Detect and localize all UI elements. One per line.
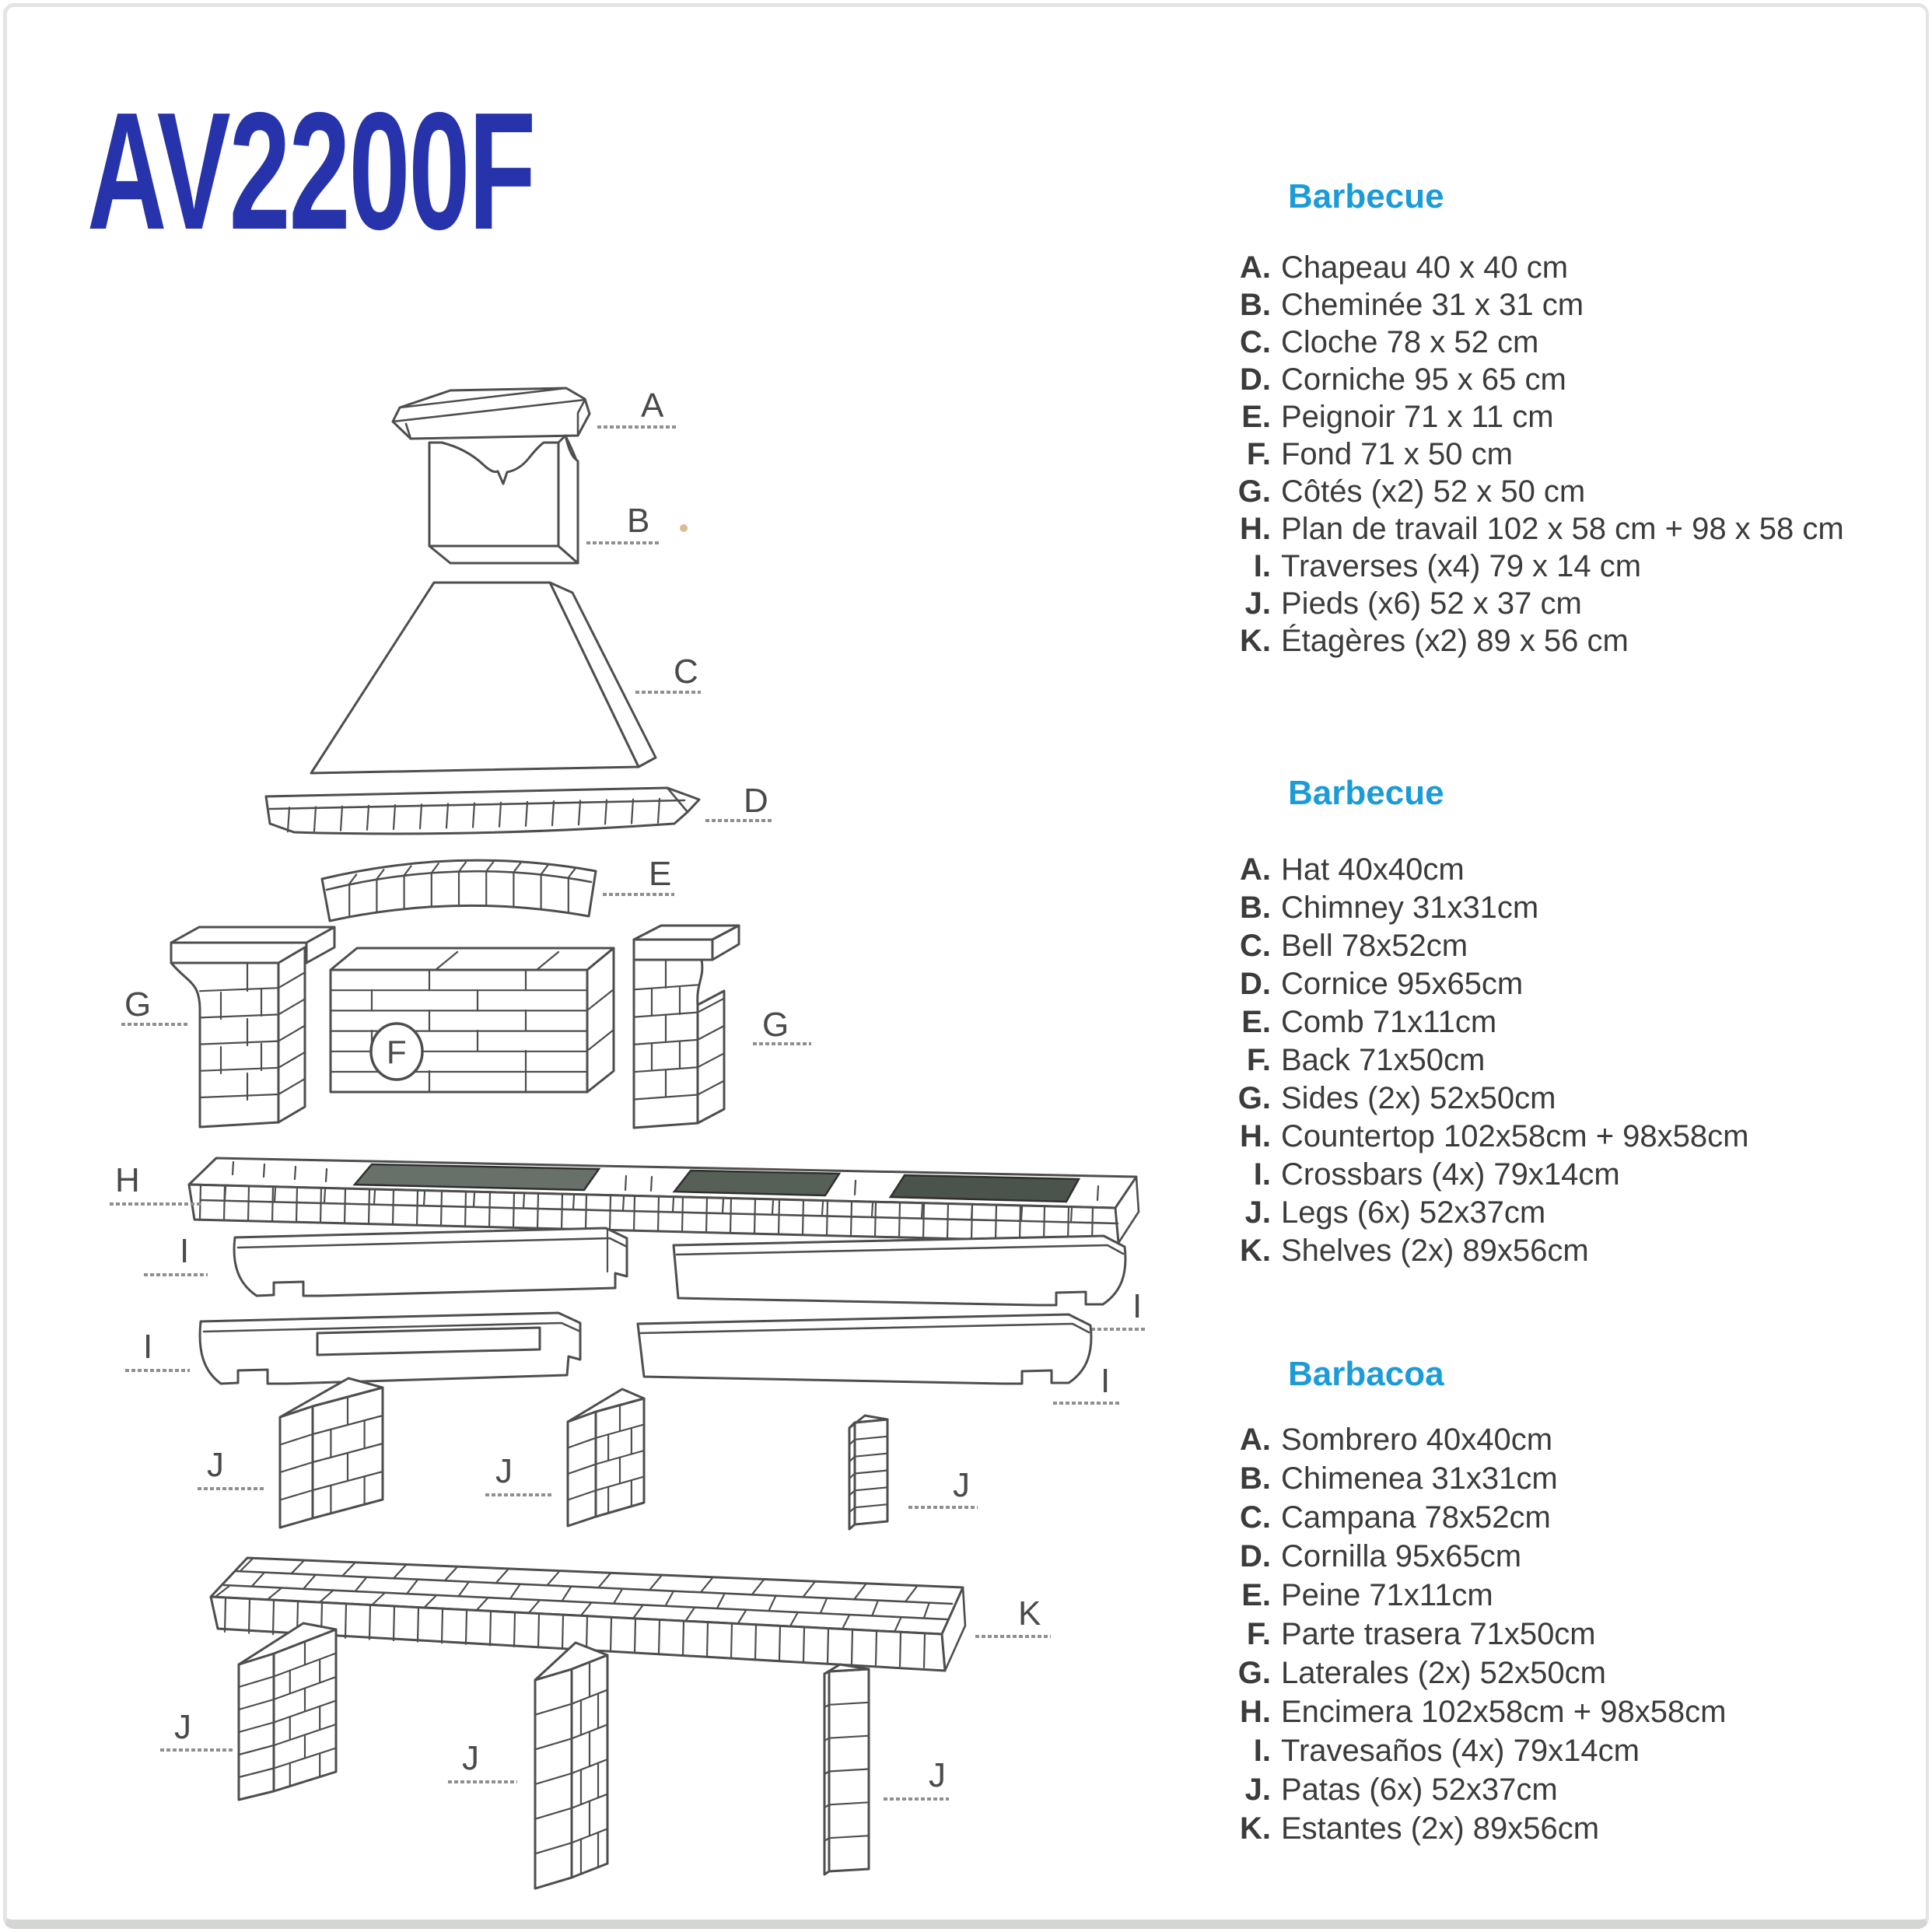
- parts-list-row: [1226, 1420, 1926, 1459]
- part-letter: B.: [1240, 1461, 1271, 1496]
- part-label-g-left: G: [124, 985, 152, 1024]
- parts-list-row: [1226, 1809, 1926, 1848]
- part-letter: D.: [1240, 967, 1271, 1001]
- part-j-leg-6: [824, 1664, 869, 1874]
- part-label-f: F: [387, 1034, 407, 1070]
- part-j-leg-2: [568, 1389, 644, 1526]
- parts-list-row: [1226, 1003, 1926, 1041]
- part-letter: K.: [1240, 1234, 1271, 1268]
- parts-list-row: [1226, 1118, 1926, 1156]
- part-label-i-2: I: [1132, 1287, 1143, 1325]
- parts-list-row: [1226, 622, 1926, 660]
- part-letter: F.: [1246, 1043, 1271, 1077]
- parts-list-row: [1226, 510, 1926, 548]
- part-label-i-4: I: [1101, 1362, 1111, 1400]
- part-label: Peignoir 71 x 11 cm: [1281, 399, 1554, 434]
- part-g-side-right: [634, 926, 739, 1128]
- parts-list-row: [1226, 1498, 1926, 1537]
- parts-list-row: [1226, 965, 1926, 1003]
- part-i-crossbar-4: [638, 1314, 1091, 1384]
- part-label: Countertop 102x58cm + 98x58cm: [1281, 1119, 1749, 1153]
- part-c-bell-hood: [311, 583, 656, 773]
- parts-list-row: [1226, 436, 1926, 473]
- part-label: Patas (6x) 52x37cm: [1281, 1772, 1558, 1807]
- part-label: Plan de travail 102 x 58 cm + 98 x 58 cm: [1281, 511, 1844, 546]
- part-label-g-right: G: [762, 1006, 789, 1044]
- part-letter: I.: [1253, 1157, 1271, 1192]
- part-i-crossbar-3: [200, 1313, 580, 1384]
- part-letter: A.: [1240, 1422, 1271, 1457]
- part-b-chimney: [429, 436, 578, 563]
- part-letter: D.: [1240, 1538, 1271, 1573]
- parts-list-row: [1226, 851, 1926, 889]
- parts-list-spanish: [1226, 1420, 1926, 1848]
- part-label: Peine 71x11cm: [1281, 1577, 1493, 1612]
- parts-list-row: [1226, 286, 1926, 324]
- part-label: Cloche 78 x 52 cm: [1281, 324, 1539, 359]
- part-letter: C.: [1240, 324, 1271, 359]
- part-label: Chapeau 40 x 40 cm: [1281, 250, 1569, 285]
- parts-list-row: [1226, 1615, 1926, 1654]
- part-letter: G.: [1237, 1655, 1271, 1690]
- part-letter: J.: [1244, 1195, 1271, 1230]
- parts-list-row: [1226, 1576, 1926, 1615]
- part-letter: E.: [1241, 1005, 1271, 1039]
- part-label: Shelves (2x) 89x56cm: [1281, 1234, 1589, 1268]
- part-label: Legs (6x) 52x37cm: [1281, 1195, 1546, 1230]
- part-letter: K.: [1240, 623, 1271, 658]
- parts-list-row: [1226, 1041, 1926, 1080]
- part-label: Fond 71 x 50 cm: [1281, 436, 1513, 471]
- parts-list-row: [1226, 324, 1926, 361]
- part-f-back-wall: [331, 948, 614, 1092]
- parts-list-english: [1226, 851, 1926, 1270]
- parts-list-row: [1226, 1692, 1926, 1731]
- part-e-comb: [322, 860, 596, 921]
- parts-list-row: [1226, 889, 1926, 927]
- list-heading-english: Barbecue: [1288, 774, 1444, 812]
- part-letter: A.: [1240, 250, 1271, 285]
- part-letter: F.: [1246, 1616, 1271, 1651]
- part-label-j-6: J: [929, 1756, 946, 1794]
- part-label: Cornilla 95x65cm: [1281, 1538, 1522, 1573]
- grill-zone-2: [674, 1171, 839, 1195]
- part-i-crossbar-2: [674, 1236, 1125, 1305]
- part-letter: B.: [1240, 287, 1271, 322]
- parts-list-french: [1226, 249, 1926, 660]
- part-h-countertop: [189, 1158, 1139, 1243]
- part-label-a: A: [641, 387, 664, 425]
- parts-list-row: [1226, 473, 1926, 510]
- part-i-crossbar-1: [234, 1228, 627, 1296]
- parts-list-row: [1226, 249, 1926, 286]
- part-label-i-1: I: [180, 1232, 190, 1270]
- parts-list-row: [1226, 1156, 1926, 1194]
- part-label: Laterales (2x) 52x50cm: [1281, 1655, 1606, 1690]
- part-label-e: E: [649, 855, 672, 893]
- parts-list-row: [1226, 361, 1926, 398]
- parts-list-row: [1226, 548, 1926, 585]
- part-label: Hat 40x40cm: [1281, 852, 1465, 887]
- part-label-j-3: J: [953, 1466, 970, 1504]
- part-letter: H.: [1240, 1119, 1271, 1153]
- part-label: Back 71x50cm: [1281, 1043, 1486, 1077]
- part-j-leg-3: [849, 1416, 887, 1529]
- part-letter: H.: [1240, 511, 1271, 546]
- parts-list-row: [1226, 1770, 1926, 1809]
- part-a-hat: [393, 388, 590, 439]
- part-label-c: C: [674, 653, 698, 691]
- part-letter: C.: [1240, 1500, 1271, 1535]
- part-label: Chimenea 31x31cm: [1281, 1461, 1558, 1496]
- part-label-b: B: [627, 502, 650, 540]
- parts-list-row: [1226, 1654, 1926, 1692]
- list-heading-french: Barbecue: [1288, 177, 1444, 215]
- part-j-leg-1: [280, 1378, 383, 1528]
- part-label: Sides (2x) 52x50cm: [1281, 1081, 1556, 1115]
- part-label: Encimera 102x58cm + 98x58cm: [1281, 1694, 1727, 1729]
- part-label: Comb 71x11cm: [1281, 1005, 1497, 1039]
- parts-list-row: [1226, 398, 1926, 436]
- part-label: Bell 78x52cm: [1281, 929, 1468, 963]
- grill-zone-3: [891, 1175, 1079, 1202]
- part-letter: I.: [1253, 1733, 1271, 1768]
- part-label: Cheminée 31 x 31 cm: [1281, 287, 1584, 322]
- parts-list-row: [1226, 1731, 1926, 1770]
- part-label-i-3: I: [143, 1328, 153, 1366]
- part-label-k: K: [1018, 1594, 1041, 1633]
- part-letter: E.: [1241, 399, 1271, 434]
- part-letter: J.: [1244, 1772, 1271, 1807]
- part-letter: F.: [1246, 436, 1271, 471]
- part-label: Cornice 95x65cm: [1281, 967, 1524, 1001]
- part-j-leg-5: [535, 1643, 607, 1888]
- part-label: Travesaños (4x) 79x14cm: [1281, 1733, 1640, 1768]
- part-letter: J.: [1244, 586, 1271, 621]
- part-letter: D.: [1240, 362, 1271, 397]
- part-letter: K.: [1240, 1811, 1271, 1846]
- part-letter: G.: [1237, 1081, 1271, 1115]
- part-letter: I.: [1253, 548, 1271, 583]
- part-label: Chimney 31x31cm: [1281, 891, 1539, 925]
- part-letter: G.: [1237, 474, 1271, 509]
- part-letter: E.: [1241, 1577, 1271, 1612]
- parts-list-row: [1226, 585, 1926, 622]
- parts-list-row: [1226, 1080, 1926, 1118]
- part-label-j-1: J: [207, 1446, 224, 1484]
- part-label: Pieds (x6) 52 x 37 cm: [1281, 586, 1582, 621]
- part-label: Parte trasera 71x50cm: [1281, 1616, 1596, 1651]
- part-letter: H.: [1240, 1694, 1271, 1729]
- part-label: Étagères (x2) 89 x 56 cm: [1281, 623, 1629, 658]
- parts-list-row: [1226, 927, 1926, 965]
- part-label: Sombrero 40x40cm: [1281, 1422, 1553, 1457]
- part-label: Estantes (2x) 89x56cm: [1281, 1811, 1600, 1846]
- parts-list-row: [1226, 1194, 1926, 1232]
- part-label-j-5: J: [462, 1739, 479, 1777]
- part-letter: A.: [1240, 852, 1271, 887]
- part-d-cornice: [266, 788, 699, 834]
- part-label-d: D: [744, 782, 768, 820]
- part-label: Crossbars (4x) 79x14cm: [1281, 1157, 1620, 1192]
- scan-speck: [680, 524, 688, 532]
- part-label: Traverses (x4) 79 x 14 cm: [1281, 548, 1642, 583]
- part-label-j-4: J: [174, 1708, 191, 1746]
- part-letter: B.: [1240, 891, 1271, 925]
- part-label-j-2: J: [495, 1452, 513, 1490]
- part-label-h: H: [115, 1161, 140, 1199]
- parts-list-row: [1226, 1232, 1926, 1270]
- grill-zone-1: [355, 1164, 599, 1190]
- part-letter: C.: [1240, 929, 1271, 963]
- list-heading-spanish: Barbacoa: [1288, 1355, 1444, 1393]
- parts-list-row: [1226, 1537, 1926, 1576]
- part-label: Corniche 95 x 65 cm: [1281, 362, 1566, 397]
- part-label: Campana 78x52cm: [1281, 1500, 1551, 1535]
- part-g-side-left: [171, 927, 334, 1127]
- part-j-leg-4: [239, 1623, 336, 1800]
- part-label: Côtés (x2) 52 x 50 cm: [1281, 474, 1586, 509]
- parts-list-row: [1226, 1459, 1926, 1498]
- page-title: AV2200F: [87, 77, 535, 264]
